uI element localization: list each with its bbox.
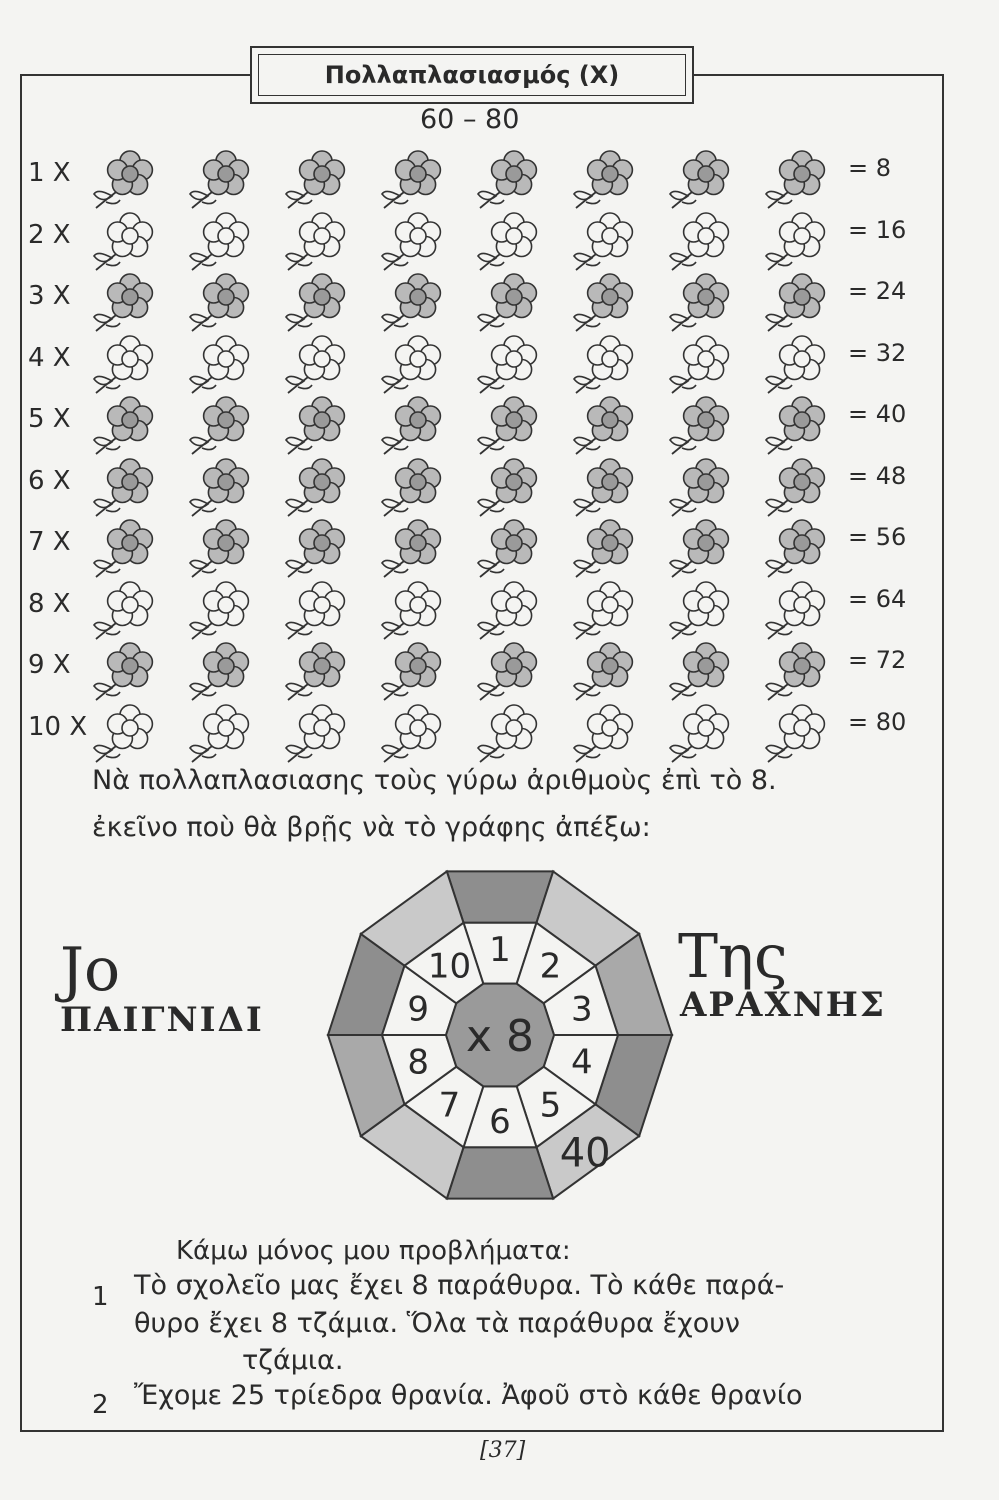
flower-icon	[90, 150, 162, 212]
flower-icon	[570, 273, 642, 335]
game-title-arachnis: ΑΡΑΧΝΗΣ	[680, 985, 886, 1025]
web-number: 3	[570, 989, 593, 1030]
flower-icon	[762, 212, 834, 274]
row-result: = 48	[848, 461, 907, 490]
flower-icon	[186, 335, 258, 397]
problems-heading: Κάμω μόνος μου προβλήματα:	[176, 1236, 571, 1266]
flower-icon	[378, 519, 450, 581]
flower-icon	[282, 212, 354, 274]
row-result: = 8	[848, 154, 892, 182]
flower-icon	[570, 335, 642, 397]
flower-icon	[90, 519, 162, 581]
title-box	[250, 46, 694, 104]
flower-icon	[186, 519, 258, 581]
flower-icon	[762, 519, 834, 581]
row-result: = 72	[848, 646, 907, 674]
multiplication-row	[28, 458, 928, 518]
game-title-tis: Της	[678, 922, 788, 992]
flower-icon	[474, 335, 546, 397]
spider-web-game	[310, 855, 690, 1215]
flower-icon	[90, 642, 162, 704]
row-result: = 56	[848, 523, 907, 551]
web-number: 4	[570, 1042, 593, 1083]
web-outer-cell	[447, 1147, 553, 1198]
flower-icon	[282, 704, 354, 766]
flower-icon	[762, 581, 834, 643]
flower-icon	[762, 642, 834, 704]
row-label: 4 Χ	[28, 342, 71, 373]
flower-icon	[666, 704, 738, 766]
flower-icon	[186, 396, 258, 458]
flower-icon	[570, 150, 642, 212]
row-result: = 32	[848, 338, 907, 367]
row-result: = 80	[848, 707, 907, 736]
row-result: = 40	[848, 400, 907, 428]
web-number: 2	[539, 946, 562, 987]
web-number: 1	[489, 930, 511, 970]
row-result: = 16	[848, 215, 907, 244]
flower-icon	[474, 150, 546, 212]
flower-icon	[282, 335, 354, 397]
flower-icon	[570, 212, 642, 274]
flower-icon	[474, 458, 546, 520]
flower-icon	[378, 581, 450, 643]
web-number: 5	[539, 1085, 562, 1126]
flower-icon	[90, 335, 162, 397]
flower-icon	[762, 704, 834, 766]
flower-icon	[666, 458, 738, 520]
row-label: 6 Χ	[28, 465, 71, 496]
flower-icon	[186, 458, 258, 520]
flower-icon	[570, 581, 642, 643]
page-number: [37]	[480, 1438, 526, 1463]
page-title: Πολλαπλασιασμός (Χ)	[258, 54, 686, 96]
web-outer-cell	[447, 871, 553, 922]
flower-icon	[474, 581, 546, 643]
flower-icon	[762, 396, 834, 458]
row-label: 5 Χ	[28, 404, 71, 434]
flower-icon	[186, 704, 258, 766]
multiplication-row	[28, 212, 928, 272]
flower-icon	[474, 273, 546, 335]
multiplication-row	[28, 519, 928, 579]
flower-icon	[666, 642, 738, 704]
web-number: 9	[407, 989, 430, 1030]
flower-icon	[570, 642, 642, 704]
web-number: 6	[489, 1102, 511, 1142]
multiplication-row	[28, 150, 928, 210]
flower-icon	[282, 396, 354, 458]
flower-icon	[282, 273, 354, 335]
row-label: 10 Χ	[28, 711, 88, 742]
row-result: = 64	[848, 584, 907, 613]
flower-icon	[666, 519, 738, 581]
flower-icon	[666, 335, 738, 397]
flower-icon	[90, 396, 162, 458]
flower-icon	[666, 581, 738, 643]
flower-icon	[378, 704, 450, 766]
flower-icon	[762, 458, 834, 520]
flower-icon	[90, 581, 162, 643]
problem-2-number: 2	[92, 1390, 109, 1420]
flower-icon	[378, 642, 450, 704]
web-number: 8	[407, 1042, 430, 1083]
flower-icon	[666, 396, 738, 458]
flower-icon	[378, 273, 450, 335]
problem-1-line-3: τζάμια.	[242, 1345, 344, 1376]
web-center-label: x 8	[465, 1011, 535, 1062]
flower-icon	[378, 335, 450, 397]
flower-icon	[474, 642, 546, 704]
flower-icon	[378, 150, 450, 212]
multiplication-row	[28, 581, 928, 641]
flower-icon	[570, 458, 642, 520]
problem-1-line-1: Τὸ σχολεῖο μας ἔχει 8 παράθυρα. Τὸ κάθε παρά-	[134, 1270, 785, 1301]
flower-icon	[474, 212, 546, 274]
web-number: 7	[438, 1085, 461, 1126]
game-title-jo: Jo	[60, 935, 121, 1005]
flower-icon	[90, 458, 162, 520]
multiplication-row	[28, 642, 928, 702]
flower-icon	[474, 704, 546, 766]
flower-icon	[762, 273, 834, 335]
flower-icon	[282, 519, 354, 581]
row-label: 1 Χ	[28, 158, 71, 188]
flower-icon	[570, 396, 642, 458]
flower-icon	[666, 150, 738, 212]
problem-1-number: 1	[92, 1282, 109, 1312]
flower-icon	[570, 704, 642, 766]
flower-icon	[90, 704, 162, 766]
instruction-line-1: Νὰ πολλαπλασιασης τοὺς γύρω ἀριθμοὺς ἐπὶ τὸ 8.	[92, 765, 777, 796]
flower-icon	[186, 150, 258, 212]
flower-icon	[90, 212, 162, 274]
row-label: 7 Χ	[28, 527, 71, 557]
flower-icon	[666, 273, 738, 335]
flower-icon	[378, 212, 450, 274]
flower-icon	[282, 150, 354, 212]
flower-icon	[762, 150, 834, 212]
row-label: 8 Χ	[28, 588, 71, 619]
multiplication-row	[28, 335, 928, 395]
instruction-line-2: ἐκεῖνο ποὺ θὰ βρῇς νὰ τὸ γράφης ἀπέξω:	[92, 812, 651, 843]
flower-icon	[90, 273, 162, 335]
problem-1-line-2: θυρο ἔχει 8 τζάμια. Ὅλα τὰ παράθυρα ἔχουν	[134, 1308, 740, 1339]
number-range: 60 – 80	[420, 104, 520, 135]
flower-icon	[570, 519, 642, 581]
flower-icon	[282, 581, 354, 643]
web-number: 10	[427, 946, 472, 987]
flower-icon	[474, 396, 546, 458]
multiplication-row	[28, 396, 928, 456]
game-title-paignidi: ΠΑΙΓΝΙΔΙ	[60, 1000, 264, 1040]
row-result: = 24	[848, 277, 907, 305]
flower-icon	[378, 458, 450, 520]
problem-2-line-1: Ἔχομε 25 τρίεδρα θρανία. Ἀφοῦ στὸ κάθε θρανίο	[134, 1380, 803, 1411]
flower-icon	[378, 396, 450, 458]
flower-icon	[186, 212, 258, 274]
multiplication-row	[28, 704, 928, 764]
flower-icon	[282, 642, 354, 704]
web-answer: 40	[559, 1130, 611, 1177]
flower-icon	[186, 581, 258, 643]
multiplication-row	[28, 273, 928, 333]
flower-icon	[282, 458, 354, 520]
flower-icon	[666, 212, 738, 274]
flower-icon	[762, 335, 834, 397]
flower-icon	[186, 273, 258, 335]
row-label: 9 Χ	[28, 650, 71, 680]
flower-icon	[474, 519, 546, 581]
flower-icon	[186, 642, 258, 704]
row-label: 3 Χ	[28, 281, 71, 311]
row-label: 2 Χ	[28, 219, 71, 250]
